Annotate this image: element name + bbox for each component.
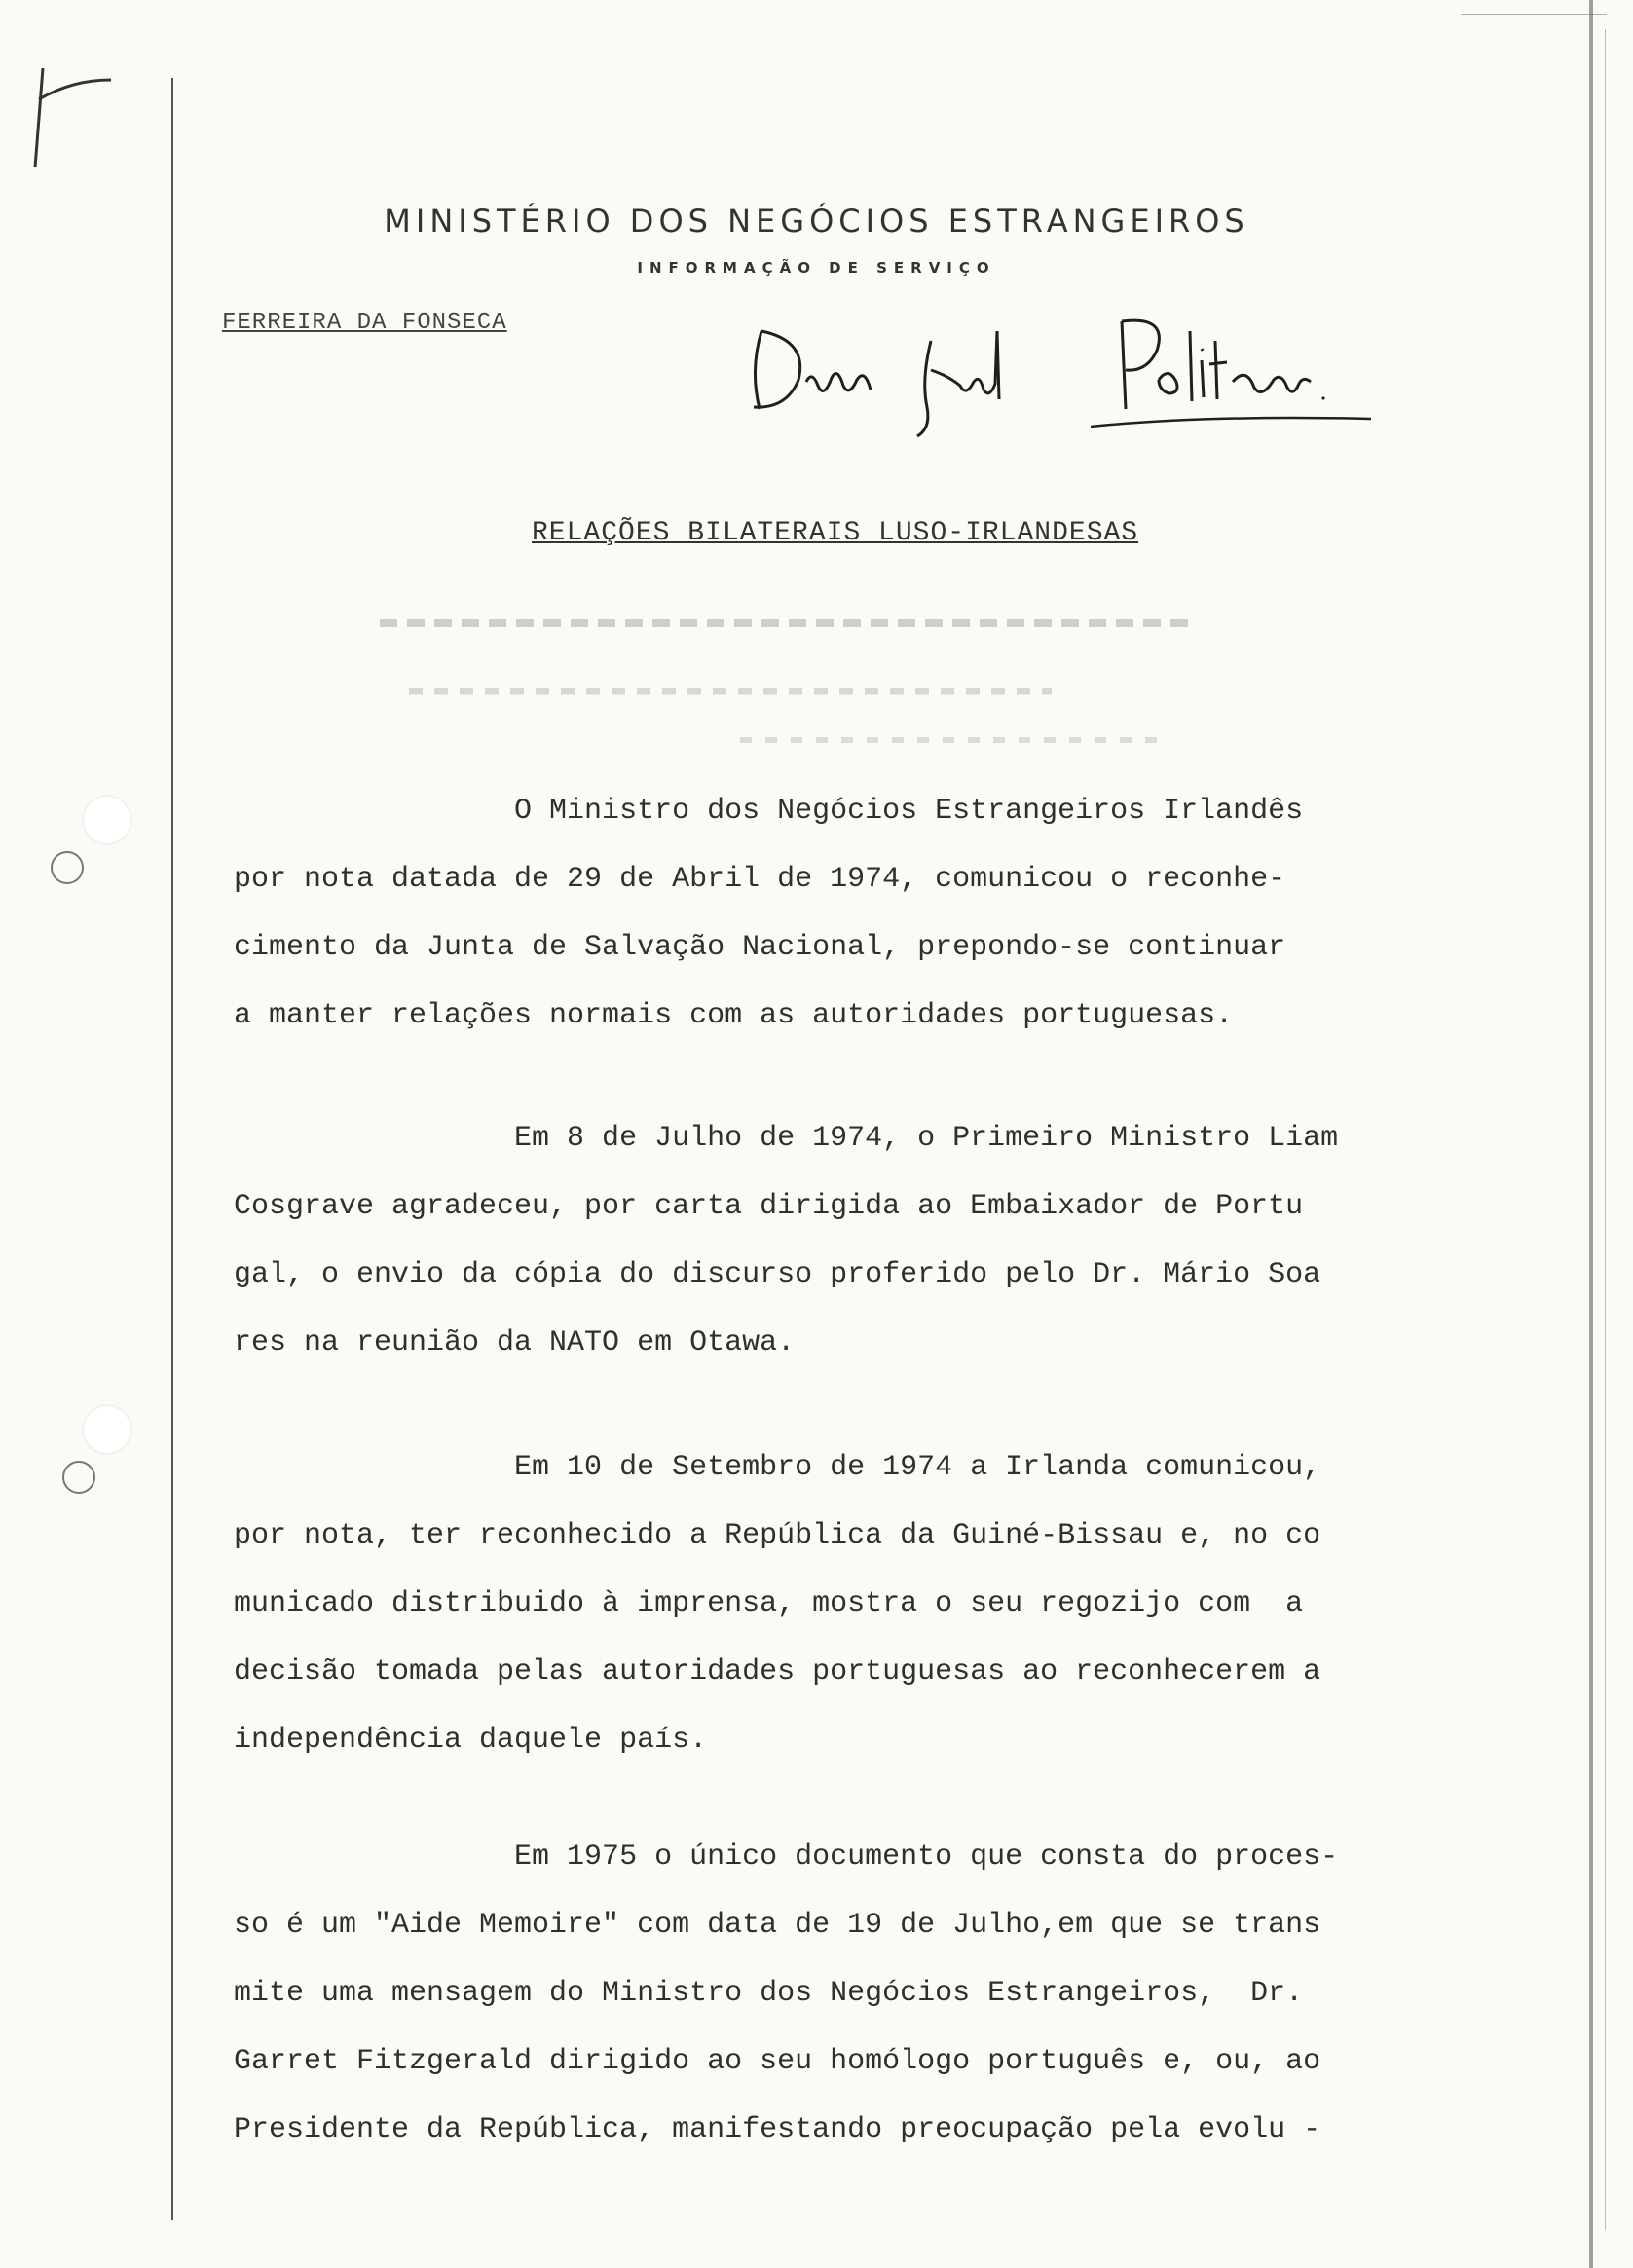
punch-ring-upper xyxy=(51,851,84,884)
paragraph-line: decisão tomada pelas autoridades portuguesas ao reconhecerem a xyxy=(234,1655,1321,1689)
paragraph-line: res na reunião da NATO em Otawa. xyxy=(234,1326,796,1359)
corner-pen-mark xyxy=(14,60,121,177)
paragraph-line: Cosgrave agradeceu, por carta dirigida ao Embaixador de Portu xyxy=(234,1190,1304,1223)
left-margin-line xyxy=(171,78,173,2220)
paragraph-line: O Ministro dos Negócios Estrangeiros Irlandês xyxy=(234,795,1304,828)
paragraph-line: independência daquele país. xyxy=(234,1724,708,1757)
page-edge-right xyxy=(1589,0,1593,2268)
paragraph-recognition-junta xyxy=(234,777,1500,1050)
paragraph-line: por nota datada de 29 de Abril de 1974, comunicou o reconhe- xyxy=(234,863,1286,896)
paragraph-line: Em 8 de Julho de 1974, o Primeiro Ministro Liam xyxy=(234,1122,1339,1155)
paragraph-line: cimento da Junta de Salvação Nacional, prepondo-se continuar xyxy=(234,931,1286,964)
paragraph-line: mite uma mensagem do Ministro dos Negócios Estrangeiros, Dr. xyxy=(234,1977,1304,2010)
service-subtitle: INFORMAÇÃO DE SERVIÇO xyxy=(637,259,996,277)
paragraph-guinea-bissau xyxy=(234,1433,1500,1774)
paragraph-line: Garret Fitzgerald dirigido ao seu homólogo português e, ou, ao xyxy=(234,2045,1321,2078)
paragraph-line: a manter relações normais com as autoridades portuguesas. xyxy=(234,999,1234,1032)
punch-hole-upper xyxy=(84,797,130,843)
author-name: FERREIRA DA FONSECA xyxy=(222,310,507,336)
punch-hole-lower xyxy=(84,1406,130,1453)
page-edge-right-inner xyxy=(1605,29,1606,2230)
paragraph-line: so é um "Aide Memoire" com data de 19 de Julho,em que se trans xyxy=(234,1909,1321,1942)
paragraph-line: gal, o envio da cópia do discurso proferido pelo Dr. Mário Soa xyxy=(234,1258,1321,1291)
paragraph-line: Em 1975 o único documento que consta do proces- xyxy=(234,1840,1339,1874)
page-edge-top xyxy=(1461,14,1607,15)
faint-bleedthrough xyxy=(351,604,1227,760)
punch-ring-lower xyxy=(62,1461,95,1494)
paragraph-line: por nota, ter reconhecido a República da Guiné-Bissau e, no co xyxy=(234,1519,1321,1552)
handwritten-annotation xyxy=(740,292,1383,438)
paragraph-cosgrave-letter xyxy=(234,1104,1500,1377)
paragraph-line: municado distribuido à imprensa, mostra o seu regozijo com a xyxy=(234,1587,1304,1620)
document-title: RELAÇÕES BILATERAIS LUSO-IRLANDESAS xyxy=(532,518,1139,548)
paragraph-aide-memoire xyxy=(234,1823,1500,2164)
paragraph-line: Presidente da República, manifestando preocupação pela evolu - xyxy=(234,2113,1321,2146)
ministry-heading: MINISTÉRIO DOS NEGÓCIOS ESTRANGEIROS xyxy=(384,203,1249,240)
paragraph-line: Em 10 de Setembro de 1974 a Irlanda comunicou, xyxy=(234,1451,1321,1484)
